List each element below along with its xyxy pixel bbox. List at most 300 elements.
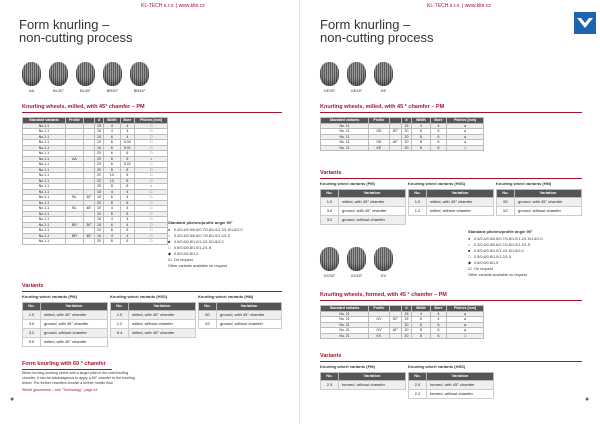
variant-description: milled, with 45° chamfer [339,198,406,207]
table-cell [84,239,95,245]
table-header-cell: Width [412,118,431,124]
table-cell: 6 [430,129,446,135]
variants2-title: Variants [320,353,342,359]
table-cell: No. 21 [321,317,369,323]
form60-rule [22,369,112,370]
variant-number: 50 [199,311,217,320]
table-cell: 6 [430,322,446,328]
table-cell: 4 [430,317,446,323]
section-rule [320,112,582,113]
variants-header-cell: No. [409,190,427,198]
table-cell: BL [65,195,83,201]
pitch-symbol-icon: ■ [168,240,171,244]
variants-rule [320,178,582,179]
table-cell: 6 [120,211,134,217]
table-cell: 8 [104,228,121,234]
pitch-values: On request [174,258,193,262]
table-cell: 6 [412,317,431,323]
pitch-values: 0.5/0.6/0.8/1.0 [474,261,499,265]
table-cell: No.1.1 [23,211,66,217]
table-cell: 6.00 [120,140,134,146]
table-cell: 8 [104,156,121,162]
table-cell: 20 [94,151,103,157]
wheel-image [130,62,149,86]
variant-description: milled, with 45° chamfer [129,311,196,320]
pitch-symbol-icon: ◆ [468,261,471,265]
variant-description: milled, with 45° chamfer [129,329,196,338]
variant-description: ground, without chamfer [339,216,406,225]
variants2-hss-table [408,372,494,399]
section-rule [22,112,282,113]
variants-hss-table [110,302,196,338]
table-header-cell: Width [412,306,431,312]
variants-header-cell: Variation [339,373,406,381]
variants-row [23,311,108,320]
variants-header-cell: Variation [515,190,582,198]
table-cell: 8 [104,239,121,245]
table-cell: No.1.1 [23,134,66,140]
table-cell: 20 [401,328,411,334]
pitch-values: 0.5/0.6/0.8/1.0/1.2/1.5/1.6/2.0 [174,240,224,244]
table-cell: □ [447,145,484,151]
variants-header-cell: Variation [427,373,494,381]
wheel-image [320,247,339,271]
variants-row [497,198,582,207]
table-cell: 8 [412,140,431,146]
variant-description: ground, without chamfer [515,207,582,216]
pitch-values: 0.3/0.4/0.5/0.6/0.7/0.8/1.0/1.2/1.5/1.6/2.0 [474,237,543,241]
table-cell: No. 11 [321,145,369,151]
table-cell: 20 [94,156,103,162]
table-cell: 20 [94,162,103,168]
table-cell: 15 [94,140,103,146]
page-number: ● [585,396,590,403]
variants-header-row [111,303,196,311]
table-cell: GV [369,317,390,323]
table-cell: 20 [94,173,103,179]
table-cell: No.1.1 [23,222,66,228]
table-cell: 20 [401,145,411,151]
variants-header-row [321,373,406,381]
form60-text: When forming knurling wheel with a larger pitch is the cold knurling chamfer. It can be advantageous to apply a 60° chamfer to the knurling wheel. The further chamfers choose a further mobile flow. [22,371,135,385]
table-cell: BR [65,222,83,228]
variants-header-cell: No. [321,373,339,381]
table-cell: □ [135,211,168,217]
table-cell: 8 [120,178,134,184]
variant-number: 9.4 [111,329,129,338]
variant-description: ground, without chamfer [217,320,282,329]
table-cell: 6 [120,239,134,245]
table-header-cell: d [401,306,411,312]
table-cell: • [135,184,168,190]
table-cell: □ [135,129,168,135]
wheel-image [103,62,122,86]
knurling-wheel [347,62,366,93]
header-text: KL-TECH s.r.o. | www.klte.cz [141,3,205,9]
variants-header-cell: No. [409,373,427,381]
table-cell: ● [447,311,484,317]
table-cell: 4 [104,123,121,129]
variant-number: 1.0 [321,198,339,207]
table-cell: No. 11 [321,129,369,135]
knurling-wheel [320,62,339,93]
variants-hm-table [198,302,282,329]
page-number: ● [10,396,15,403]
var-hss-title: Knurling wheel variants (HSS) [408,181,466,186]
table-cell: 8 [412,145,431,151]
variants-header-cell: Variation [339,190,406,198]
table-cell: 6 [104,151,121,157]
pitch-symbol-icon: ○ [168,234,171,238]
variant-number: 3.0 [321,207,339,216]
table-cell: □ [135,167,168,173]
pitch-symbol-icon: ○ [468,243,471,247]
variants-row [321,216,406,225]
variants-title: Variants [22,283,44,289]
variants-row [111,320,196,329]
pitch-values: 0.5/0.6/0.8/1.0/1.2/1.5 [474,255,511,259]
table-cell: No. 21 [321,333,369,339]
variants-header-cell: Variation [217,303,282,311]
table-cell: 15 [94,217,103,223]
table-cell: 6 [104,222,121,228]
table-cell: No.1.1 [23,233,66,239]
variants-header-cell: No. [111,303,129,311]
table-cell: 6 [104,140,121,146]
var-hss-title: Knurling wheel variants (HSS) [110,294,168,299]
table-cell: 20 [401,129,411,135]
variants-header-row [321,190,406,198]
table-header-cell: Width [104,118,121,124]
variants-row [199,320,282,329]
table-cell: ● [447,123,484,129]
table-cell: No.1.1 [23,173,66,179]
table-cell: 20 [94,178,103,184]
knurling-wheel [347,247,366,278]
table-cell: BR [65,233,83,239]
table-cell: □ [135,178,168,184]
table-cell: 4 [412,311,431,317]
variants-row [23,338,108,347]
table-cell: 8 [104,200,121,206]
standard-pitches [168,220,243,269]
variants-row [23,320,108,329]
pitch-symbol-icon: ● [468,237,471,241]
table-cell: □ [447,333,484,339]
table-cell: 6 [120,156,134,162]
variants-row [23,329,108,338]
variants2-pm-table [320,372,406,390]
table-cell: No.1.1 [23,156,66,162]
table-cell: 4 [412,123,431,129]
variant-description: milled, without chamfer [129,320,196,329]
table-cell: □ [135,173,168,179]
table-cell: 20 [401,333,411,339]
table-cell: 4 [120,222,134,228]
knurling-table-formed [320,305,484,339]
var2-pm-title: Knurling wheel variants (PM) [320,364,375,369]
variant-description: milled, with 45° chamfer [427,198,494,207]
table-cell: 8 [104,211,121,217]
table-cell: 15 [401,123,411,129]
table-cell: □ [135,233,168,239]
table-cell: 20 [94,228,103,234]
table-cell: 20 [94,239,103,245]
table-cell: 10 [104,178,121,184]
table-header-cell: Standard variants [321,118,369,124]
wheel-images [320,62,401,93]
table-cell: No.1.1 [23,151,66,157]
table-header-cell: Standard variants [321,306,369,312]
table-cell: 4 [120,233,134,239]
table-cell: No.1.1 [23,129,66,135]
variant-description: ground, with 45° chamfer [217,311,282,320]
wheel-caption: GV30° [323,273,336,278]
table-cell: 4 [120,217,134,223]
var2-hss-title: Knurling wheel variants (HSS) [408,364,466,369]
table-cell: 15 [401,311,411,317]
table-cell: 4 [104,189,121,195]
variants-header-cell: Variation [427,190,494,198]
variants-title: Variants [320,170,342,176]
form60-title: Form knurling with 60 ° chamfer [22,361,106,367]
variant-number: 52 [199,320,217,329]
table-cell: 4 [104,206,121,212]
page-title [19,18,132,44]
table-cell: □ [135,145,168,151]
table-cell: 20 [94,167,103,173]
right-page [300,0,600,424]
pitch-symbol-icon: □ [468,255,471,259]
table-cell: □ [135,123,168,129]
table-cell: 30° [389,129,401,135]
table-cell: 6 [412,129,431,135]
table-cell: 20 [94,200,103,206]
table-cell: 8 [104,167,121,173]
wheel-image [320,62,339,86]
table-header-cell: Bore [430,306,446,312]
table-cell: 6.01 [120,145,134,151]
pitch-values: 0.5/0.6/0.8/1.0/1.2/1.5 [174,246,211,250]
table-cell: No.1.1 [23,162,66,168]
table-cell: ● [447,317,484,323]
wheel-images-2 [320,247,401,278]
table-cell: ● [447,129,484,135]
knurling-wheel [22,62,41,93]
table-cell: No.1.1 [23,123,66,129]
variants-row [321,207,406,216]
variants-row [409,198,494,207]
pitch-symbol-icon: ☑ [468,267,472,271]
variants-row [111,311,196,320]
std-title: Standard pitches/profile angle 90° [468,229,533,234]
form60-link[interactable]: Wheel geometries – see "Technology", page 44 [22,388,98,392]
table-cell: 6 [120,151,134,157]
table-cell: 4 [120,195,134,201]
variants-header-cell: No. [23,303,41,311]
variants-header-cell: No. [321,190,339,198]
table-cell: 30° [389,317,401,323]
title-line-1: Form knurling – [19,17,110,32]
pitch-values: 0.5/0.6/0.8/1.0 [174,252,199,256]
table-cell: BL [65,206,83,212]
wheel-caption: BL30° [53,88,64,93]
table-cell: 6 [430,328,446,334]
table-cell: □ [135,217,168,223]
table-row [321,333,484,339]
table-header-cell: d [94,118,103,124]
wheel-image [22,62,41,86]
table-cell: 45° [389,140,401,146]
title-line-2: non-cutting process [320,30,434,45]
table-cell: 15 [94,123,103,129]
variant-number: 1.2 [111,320,129,329]
variant-number: 1.2 [409,207,427,216]
table-cell: 20 [401,322,411,328]
table-cell: 8 [120,167,134,173]
variant-number: 2.0 [409,381,427,390]
pitch-symbol-icon: ◆ [168,252,171,256]
knurling-wheel [49,62,68,93]
variants-rule [22,291,282,292]
wheel-image [49,62,68,86]
table-cell: 15 [94,129,103,135]
table-cell: □ [135,228,168,234]
table-cell: No.1.1 [23,228,66,234]
wheel-caption: KE [380,88,387,93]
wheel-caption: BR30° [106,88,119,93]
table-cell: 6 [104,145,121,151]
table-cell: • [135,156,168,162]
variants-row [409,381,494,390]
variants-header-cell: No. [199,303,217,311]
table-cell: No. 11 [321,134,369,140]
table-cell: No.1.1 [23,178,66,184]
table-cell: ● [447,140,484,146]
wheel-caption: AA [28,88,35,93]
variants-header-cell: No. [497,190,515,198]
table-cell: 20 [94,211,103,217]
table-cell: □ [135,189,168,195]
knurling-wheel [374,62,393,93]
pitch-symbol-icon: ● [168,228,171,232]
variants-row [409,207,494,216]
pitch-symbol-icon: ☑ [168,258,172,262]
table-cell: 15 [94,206,103,212]
section-title: Knurling wheels, milled, with 45° chamfer – PM [22,104,145,110]
table-cell: 6 [104,134,121,140]
table-cell: No. 21 [321,311,369,317]
variants-header-cell: Variation [41,303,108,311]
table-row [23,239,168,245]
table-cell: 45° [84,206,95,212]
title-line-2: non-cutting process [19,30,133,45]
table-cell: No. 21 [321,322,369,328]
table-cell: 45° [84,233,95,239]
table-cell: □ [135,134,168,140]
table-cell: 15 [94,134,103,140]
variant-description: formed, without chamfer [427,390,494,399]
variants-row [111,329,196,338]
variants2-rule [320,361,582,362]
variants-header-row [409,373,494,381]
table-cell: 8 [412,134,431,140]
section2-rule [320,300,582,301]
variant-number: 1.0 [111,311,129,320]
wheel-images [22,62,157,93]
table-cell: No.1.1 [23,140,66,146]
variants-row [409,390,494,399]
variant-description: ground, with 45° chamfer [41,320,108,329]
variant-description: formed, with 45° chamfer [427,381,494,390]
std-note: Other variants available on request [468,273,527,277]
standard-pitches [468,229,543,278]
table-cell: □ [135,195,168,201]
table-cell: 4 [120,129,134,135]
table-cell: No.1.1 [23,239,66,245]
std-note: Other variants available on request [168,264,227,268]
table-cell: No.1.1 [23,189,66,195]
variants-hm-table [496,189,582,216]
table-cell: 25 [94,184,103,190]
knurling-wheel [103,62,122,93]
variant-description: formed, without chamfer [339,381,406,390]
wheel-image [374,62,393,86]
pitch-values: 0.3/0.4/0.5/0.6/0.7/0.8/1.0/1.2/1.5 [174,234,230,238]
table-cell: 15 [94,195,103,201]
variant-number: 3.0 [23,320,41,329]
table-cell: 15 [94,222,103,228]
table-cell [389,145,401,151]
table-cell: □ [135,222,168,228]
table-cell: No.1.1 [23,195,66,201]
table-cell: 4 [104,129,121,135]
table-cell: 8 [104,162,121,168]
knurling-wheel [76,62,95,93]
wheel-caption: GE30° [323,88,336,93]
variant-number: 2.3 [321,381,339,390]
variant-number: 3.2 [321,216,339,225]
table-header-cell: Bore [430,118,446,124]
table-cell: 6 [430,145,446,151]
knurling-table-milled [320,117,484,151]
wheel-caption: KV [380,273,387,278]
std-title: Standard pitches/profile angle 90° [168,220,233,225]
table-cell: 6.01 [120,162,134,168]
var-hm-title: Knurling wheel variants (HM) [496,181,552,186]
table-cell: ● [447,328,484,334]
wheel-image [347,247,366,271]
variant-number: 52 [497,207,515,216]
table-cell: No. 11 [321,123,369,129]
variants-header-row [409,190,494,198]
table-cell: 4 [120,189,134,195]
variants-pm-table [320,189,406,225]
variant-number: 3.2 [23,329,41,338]
section2-title: Knurling wheels, formed, with 45 ° chamfer – PM [320,292,447,298]
table-cell: 6 [430,134,446,140]
table-cell: GV [369,328,390,334]
title-line-1: Form knurling – [320,17,411,32]
table-cell: GE [369,129,390,135]
table-cell: 4 [104,233,121,239]
variants-row [497,207,582,216]
variants-header-row [497,190,582,198]
variant-number: 1.0 [23,311,41,320]
page-title [320,18,433,44]
table-cell: 6 [430,140,446,146]
table-cell: GE [369,140,390,146]
